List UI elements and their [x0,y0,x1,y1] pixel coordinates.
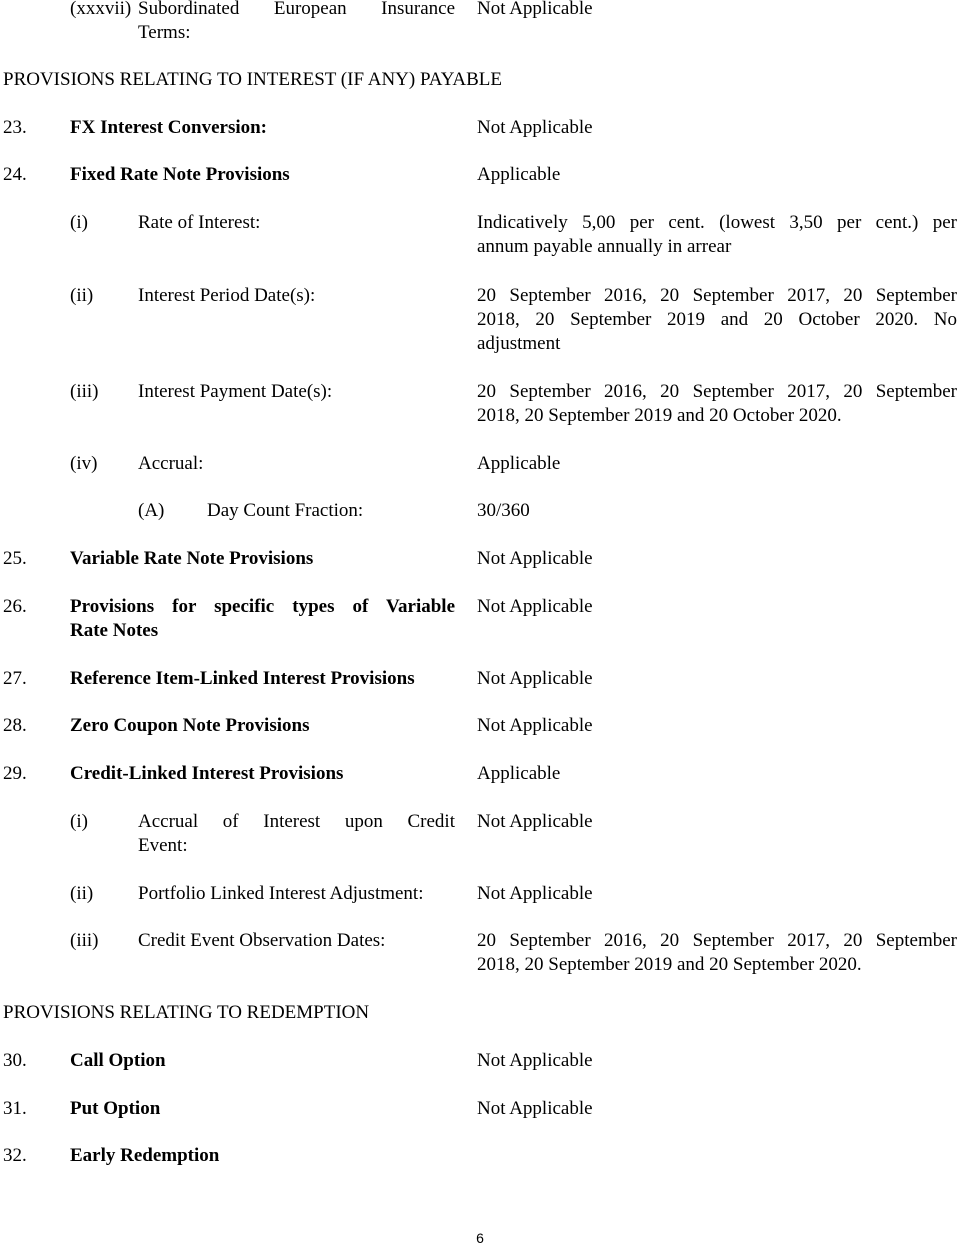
item-label: Terms: [138,22,191,43]
sub-item-value: 20 September 2016, 20 September 2017, 20 September [477,285,957,306]
sub-item-value: annum payable annually in arrear [477,236,732,257]
sub-item-value: Not Applicable [477,811,593,832]
item-number: 28. [3,715,27,736]
sub-item-number: (ii) [70,883,94,904]
item-value: Not Applicable [477,1050,593,1071]
item-label: Early Redemption [70,1145,220,1166]
item-label: Fixed Rate Note Provisions [70,164,290,185]
item-number: 31. [3,1098,27,1119]
item-value: Not Applicable [477,117,593,138]
item-value: Not Applicable [477,715,593,736]
item-number: 24. [3,164,27,185]
sub-item-label: Accrual of Interest upon Credit [138,811,455,832]
sub-item-label: Portfolio Linked Interest Adjustment: [138,883,424,904]
sub-item-label: Event: [138,835,188,856]
sub-item-label: Interest Payment Date(s): [138,381,333,402]
sub-item-number: (i) [70,212,88,233]
item-label: Credit-Linked Interest Provisions [70,763,344,784]
item-label: Reference Item-Linked Interest Provisions [70,668,415,689]
sub-item-value: Indicatively 5,00 per cent. (lowest 3,50 per cent.) per [477,212,957,233]
item-number: 27. [3,668,27,689]
item-number: 23. [3,117,27,138]
item-value: Not Applicable [477,596,593,617]
sub-item-number: (i) [70,811,88,832]
item-value: Not Applicable [477,1098,593,1119]
item-value: Applicable [477,763,561,784]
item-number: 30. [3,1050,27,1071]
sub-item-number: (iii) [70,930,99,951]
item-value: Not Applicable [477,548,593,569]
sub-item-label: Accrual: [138,453,204,474]
sub-sub-item-label: Day Count Fraction: [207,500,364,521]
item-label: Call Option [70,1050,166,1071]
sub-item-value: Applicable [477,453,561,474]
sub-item-label: Credit Event Observation Dates: [138,930,386,951]
sub-sub-item-value: 30/360 [477,500,530,521]
item-label: Zero Coupon Note Provisions [70,715,310,736]
item-label: Rate Notes [70,620,159,641]
item-number: 26. [3,596,27,617]
sub-item-value: adjustment [477,333,561,354]
section-heading-interest: PROVISIONS RELATING TO INTEREST (IF ANY) PAYABLE [3,69,502,90]
item-number: 25. [3,548,27,569]
item-label: Provisions for specific types of Variable [70,596,455,617]
sub-item-value: 2018, 20 September 2019 and 20 October 2020. No [477,309,957,330]
sub-item-value: 2018, 20 September 2019 and 20 September 2020. [477,954,862,975]
sub-sub-item-number: (A) [138,500,165,521]
item-label: Put Option [70,1098,161,1119]
sub-item-number: (iv) [70,453,98,474]
item-value: Not Applicable [477,0,593,19]
item-label: FX Interest Conversion: [70,117,268,138]
section-heading-redemption: PROVISIONS RELATING TO REDEMPTION [3,1002,370,1023]
sub-item-value: Not Applicable [477,883,593,904]
sub-item-label: Interest Period Date(s): [138,285,316,306]
sub-item-value: 20 September 2016, 20 September 2017, 20 September [477,381,957,402]
sub-item-value: 2018, 20 September 2019 and 20 October 2020. [477,405,842,426]
sub-item-number: (ii) [70,285,94,306]
sub-item-value: 20 September 2016, 20 September 2017, 20 September [477,930,957,951]
item-value: Not Applicable [477,668,593,689]
item-label: Variable Rate Note Provisions [70,548,314,569]
item-value: Applicable [477,164,561,185]
item-number: (xxxvii) [70,0,132,19]
page-number: 6 [476,1230,484,1246]
item-label: Subordinated European Insurance [138,0,455,19]
item-number: 29. [3,763,27,784]
sub-item-label: Rate of Interest: [138,212,261,233]
item-number: 32. [3,1145,27,1166]
sub-item-number: (iii) [70,381,99,402]
